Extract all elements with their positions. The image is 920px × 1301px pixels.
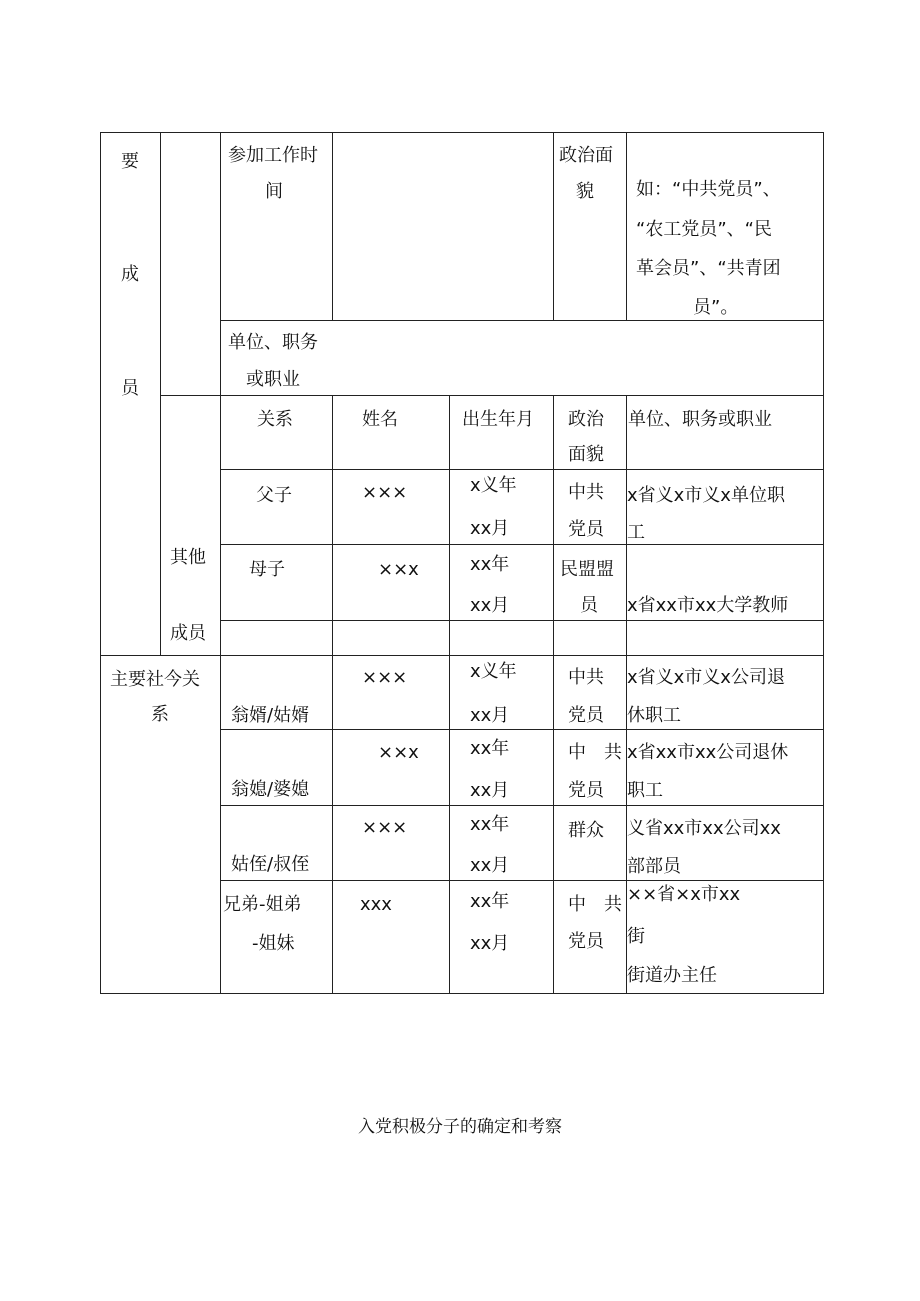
grid-line (220, 133, 221, 994)
social-row-birth: xx月 (470, 780, 510, 801)
social-row-name: ××x (378, 742, 419, 763)
social-row-political: 中共 (568, 667, 604, 688)
social-row-political: 中 共 (568, 894, 622, 915)
grid-line (332, 133, 333, 320)
social-row-birth: x义年 (470, 661, 517, 682)
family-row-political: 员 (580, 595, 598, 616)
social-row-relation: 翁媳/婆媳 (231, 779, 310, 800)
social-row-birth: xx月 (470, 855, 510, 876)
grid-line (626, 133, 627, 320)
family-row-name: ××× (362, 482, 408, 503)
social-row-political: 群众 (568, 820, 604, 841)
grid-line (332, 395, 333, 994)
row-label-char: 员 (121, 378, 139, 399)
political-label: 政治面 (559, 145, 613, 166)
work-start-label: 间 (265, 181, 283, 202)
social-row-political: 党员 (568, 705, 604, 726)
political-hint: 如：“中共党员”、 (636, 179, 781, 200)
family-row-employer: 工 (627, 522, 645, 543)
social-row-employer: 街道办主任 (627, 965, 717, 986)
social-row-birth: xx月 (470, 705, 510, 726)
social-row-relation: 兄弟-姐弟 (223, 894, 302, 915)
social-row-employer: x省义x市义x公司退 (627, 667, 785, 688)
political-hint: “农工党员”、“民 (636, 219, 772, 240)
family-row-relation: 母子 (249, 559, 285, 580)
header-employer: 单位、职务或职业 (628, 409, 772, 430)
family-row-birth: xx月 (470, 518, 510, 539)
grid-line (160, 133, 161, 655)
social-row-employer: 街 (627, 926, 645, 947)
social-group-label: 系 (151, 704, 169, 725)
grid-line (220, 729, 824, 730)
header-name: 姓名 (362, 409, 398, 430)
social-row-political: 党员 (568, 780, 604, 801)
social-row-birth: xx月 (470, 933, 510, 954)
family-row-employer: x省xx市xx大学教师 (627, 595, 789, 616)
social-row-birth: xx年 (470, 891, 510, 912)
social-row-employer: ××省×x市xx (627, 884, 741, 905)
grid-line (553, 395, 554, 994)
family-row-political: 党员 (568, 519, 604, 540)
social-row-relation: 翁婿/姑婿 (231, 705, 310, 726)
row-label-char: 成 (121, 264, 139, 285)
social-row-employer: 休职工 (627, 705, 681, 726)
grid-line (220, 805, 824, 806)
social-row-employer: 义省xx市xx公司xx (627, 818, 781, 839)
grid-line (101, 655, 824, 656)
social-row-name: ××× (362, 817, 408, 838)
header-relation: 关系 (257, 409, 293, 430)
header-birth: 出生年月 (462, 409, 534, 430)
grid-line (553, 133, 554, 320)
section-heading: 入党积极分子的确定和考察 (358, 1117, 562, 1137)
employer-label: 或职业 (246, 369, 300, 390)
header-political: 面貌 (568, 444, 604, 465)
grid-line (220, 469, 824, 470)
social-row-name: xxx (360, 894, 392, 915)
social-row-name: ××× (362, 667, 408, 688)
social-group-label: 主要社今关 (110, 669, 200, 690)
social-row-employer: x省xx市xx公司退休 (627, 742, 789, 763)
family-row-political: 中共 (568, 482, 604, 503)
family-row-relation: 父子 (256, 485, 292, 506)
family-group-label: 成员 (170, 623, 206, 644)
political-hint: 革会员”、“共青团 (636, 258, 781, 279)
row-label-char: 要 (121, 151, 139, 172)
social-row-birth: xx年 (470, 814, 510, 835)
social-row-relation: -姐妹 (252, 933, 295, 954)
grid-line (449, 395, 450, 994)
employer-label: 单位、职务 (228, 332, 318, 353)
family-row-political: 民盟盟 (560, 559, 614, 580)
social-row-political: 中 共 (568, 742, 622, 763)
social-row-employer: 部部员 (627, 856, 681, 877)
family-row-birth: xx年 (470, 554, 510, 575)
political-hint: 员”。 (693, 297, 739, 318)
family-group-label: 其他 (170, 547, 206, 568)
political-label: 貌 (576, 181, 594, 202)
social-row-relation: 姑侄/叔侄 (231, 854, 310, 875)
family-row-birth: xx月 (470, 595, 510, 616)
social-row-political: 党员 (568, 931, 604, 952)
family-row-birth: x义年 (470, 475, 517, 496)
social-row-birth: xx年 (470, 738, 510, 759)
grid-line (220, 544, 824, 545)
work-start-label: 参加工作时 (228, 145, 318, 166)
family-row-name: ××x (378, 559, 419, 580)
social-row-employer: 职工 (627, 780, 663, 801)
header-political: 政治 (568, 409, 604, 430)
family-row-employer: x省义x市义x单位职 (627, 485, 785, 506)
